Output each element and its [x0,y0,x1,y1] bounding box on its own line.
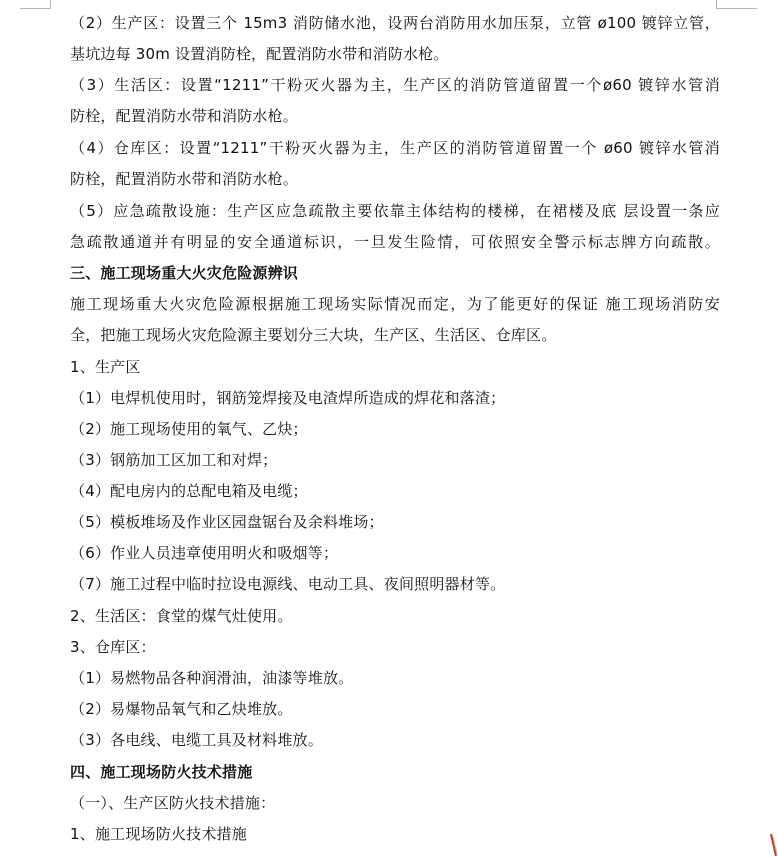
text-line-23: （2）易爆物品氧气和乙炔堆放。 [70,700,293,718]
text-line-18: （6）作业人员违章使用明火和吸烟等； [70,544,339,562]
text-line-1: （2）生产区：设置三个 15m3 消防储水池，设两台消防用水加压泵，立管 ø100 镀锌立管， [70,14,720,32]
text-line-20: 2、生活区：食堂的煤气灶使用。 [70,607,293,625]
text-line-16: （4）配电房内的总配电箱及电缆； [70,482,308,500]
text-line-4: 防栓，配置消防水带和消防水枪。 [70,107,299,125]
text-line-3: （3）生活区：设置“1211”干粉灭火器为主，生产区的消防管道留置一个ø60 镀锌水管消 [70,76,720,94]
text-line-14: （2）施工现场使用的氧气、乙炔； [70,420,308,438]
text-line-11: 全，把施工现场火灾危险源主要划分三大块，生产区、生活区、仓库区。 [70,326,557,344]
text-line-8: 急疏散通道并有明显的安全通道标识，一旦发生险情，可依照安全警示标志牌方向疏散。 [70,233,720,251]
text-line-21: 3、仓库区： [70,638,156,656]
section-heading-3: 三、施工现场重大火灾危险源辨识 [70,264,299,282]
section-heading-4: 四、施工现场防火技术措施 [70,763,253,781]
text-line-7: （5）应急疏散设施：生产区应急疏散主要依靠主体结构的楼梯，在裙楼及底 层设置一条应 [70,202,720,220]
text-line-6: 防栓，配置消防水带和消防水枪。 [70,170,299,188]
text-line-2: 基坑边每 30m 设置消防栓，配置消防水带和消防水枪。 [70,45,449,63]
text-line-17: （5）模板堆场及作业区园盘锯台及余料堆场； [70,513,384,531]
text-line-19: （7）施工过程中临时拉设电源线、电动工具、夜间照明器材等。 [70,575,506,593]
text-line-24: （3）各电线、电缆工具及材料堆放。 [70,731,323,749]
text-line-13: （1）电焊机使用时，钢筋笼焊接及电渣焊所造成的焊花和落渣； [70,389,506,407]
text-line-15: （3）钢筋加工区加工和对焊； [70,451,278,469]
margin-mark-top-right [716,0,757,9]
text-line-27: 1、施工现场防火技术措施 [70,825,247,843]
text-line-10: 施工现场重大火灾危险源根据施工现场实际情况而定，为了能更好的保证 施工现场消防安 [70,295,720,313]
text-line-12: 1、生产区 [70,358,141,376]
text-line-5: （4）仓库区：设置“1211”干粉灭火器为主，生产区的消防管道留置一个 ø60 镀锌水管消 [70,139,720,157]
edit-cursor-icon [770,832,778,858]
text-line-26: （一）、生产区防火技术措施： [70,794,276,812]
margin-mark-top-left [20,0,51,9]
text-line-22: （1）易燃物品各种润滑油，油漆等堆放。 [70,669,354,687]
